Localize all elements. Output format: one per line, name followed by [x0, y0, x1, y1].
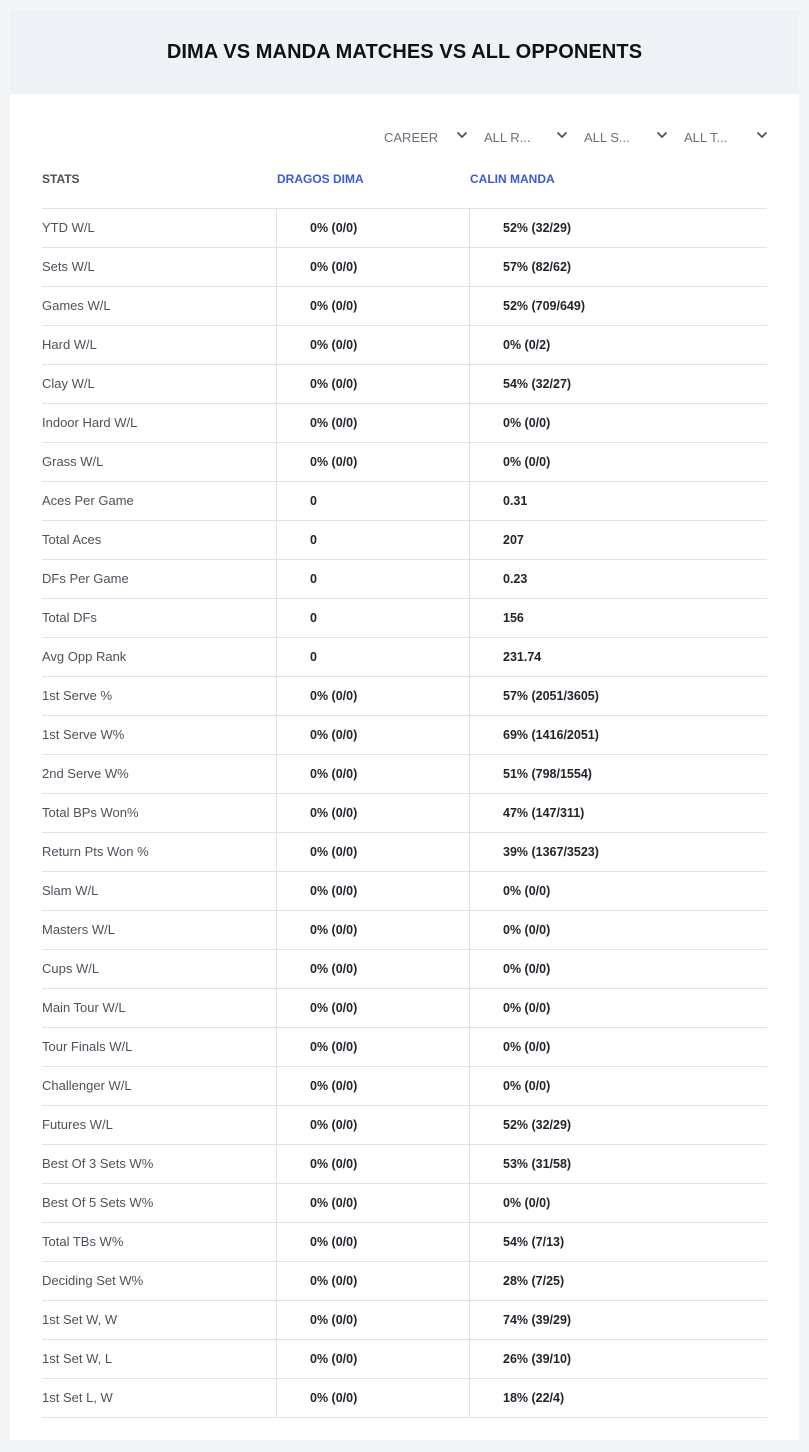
stat-label: Games W/L	[42, 298, 111, 313]
table-row	[42, 1067, 767, 1106]
player2-value: 231.74	[469, 638, 767, 676]
filter-surface-select[interactable]	[584, 126, 684, 148]
player1-value: 0% (0/0)	[276, 248, 468, 286]
player1-value: 0% (0/0)	[276, 716, 468, 754]
stat-label: Slam W/L	[42, 883, 99, 898]
filter-tournament-select[interactable]	[684, 126, 784, 148]
player1-value: 0% (0/0)	[276, 1028, 468, 1066]
stat-label: 1st Serve %	[42, 688, 113, 703]
table-row	[42, 1340, 767, 1379]
table-row	[42, 677, 767, 716]
table-row	[42, 560, 767, 599]
player1-value: 0% (0/0)	[276, 872, 468, 910]
player2-value: 0% (0/0)	[469, 1184, 767, 1222]
stat-label: Main Tour W/L	[42, 1000, 126, 1015]
stat-label: Tour Finals W/L	[42, 1039, 133, 1054]
player1-value: 0	[276, 599, 468, 637]
table-row	[42, 1262, 767, 1301]
stat-label: DFs Per Game	[42, 571, 129, 586]
player1-value: 0% (0/0)	[276, 911, 468, 949]
stat-label: 1st Set W, W	[42, 1312, 118, 1327]
player1-value: 0% (0/0)	[276, 404, 468, 442]
table-header	[42, 170, 767, 208]
stat-label: Best Of 5 Sets W%	[42, 1195, 154, 1210]
player2-value: 39% (1367/3523)	[469, 833, 767, 871]
table-row	[42, 365, 767, 404]
player1-value: 0% (0/0)	[276, 1262, 468, 1300]
stat-label: Total DFs	[42, 610, 97, 625]
player1-value: 0% (0/0)	[276, 1379, 468, 1417]
table-row	[42, 833, 767, 872]
stat-label: 1st Serve W%	[42, 727, 125, 742]
table-row	[42, 599, 767, 638]
stat-label: Deciding Set W%	[42, 1273, 144, 1288]
table-row	[42, 794, 767, 833]
player2-value: 52% (32/29)	[469, 1106, 767, 1144]
player2-value: 69% (1416/2051)	[469, 716, 767, 754]
filter-label: ALL R...	[484, 129, 531, 145]
table-row	[42, 1379, 767, 1418]
player1-value: 0% (0/0)	[276, 1301, 468, 1339]
player2-value: 57% (82/62)	[469, 248, 767, 286]
table-row	[42, 872, 767, 911]
player2-value: 54% (7/13)	[469, 1223, 767, 1261]
page-title: DIMA VS MANDA MATCHES VS ALL OPPONENTS	[166, 40, 643, 63]
table-row	[42, 1301, 767, 1340]
player1-value: 0% (0/0)	[276, 833, 468, 871]
player1-value: 0	[276, 521, 468, 559]
player2-value: 0% (0/0)	[469, 404, 767, 442]
player1-value: 0	[276, 560, 468, 598]
player2-value: 156	[469, 599, 767, 637]
table-row	[42, 989, 767, 1028]
player2-value: 54% (32/27)	[469, 365, 767, 403]
stat-label: 1st Set W, L	[42, 1351, 113, 1366]
stat-label: 2nd Serve W%	[42, 766, 129, 781]
player1-value: 0% (0/0)	[276, 1067, 468, 1105]
player1-value: 0% (0/0)	[276, 1145, 468, 1183]
player1-value: 0% (0/0)	[276, 1223, 468, 1261]
column-header-stats: STATS	[42, 172, 80, 186]
player2-value: 0% (0/0)	[469, 1028, 767, 1066]
card-header	[10, 10, 799, 94]
filter-label: ALL S...	[584, 129, 630, 145]
chevron-down-icon	[656, 129, 668, 141]
table-row	[42, 911, 767, 950]
stats-table	[42, 208, 767, 1418]
stat-label: Aces Per Game	[42, 493, 134, 508]
player2-value: 47% (147/311)	[469, 794, 767, 832]
player1-value: 0% (0/0)	[276, 1106, 468, 1144]
chevron-down-icon	[556, 129, 568, 141]
stat-label: Futures W/L	[42, 1117, 113, 1132]
table-row	[42, 404, 767, 443]
player2-value: 207	[469, 521, 767, 559]
player1-value: 0% (0/0)	[276, 1340, 468, 1378]
stat-label: Masters W/L	[42, 922, 115, 937]
stat-label: Total BPs Won%	[42, 805, 139, 820]
player1-value: 0% (0/0)	[276, 950, 468, 988]
player1-value: 0% (0/0)	[276, 365, 468, 403]
player1-value: 0% (0/0)	[276, 794, 468, 832]
table-row	[42, 287, 767, 326]
table-row	[42, 1028, 767, 1067]
table-row	[42, 248, 767, 287]
stat-label: Indoor Hard W/L	[42, 415, 138, 430]
filter-round-select[interactable]	[484, 126, 584, 148]
table-row	[42, 1145, 767, 1184]
player2-value: 0% (0/0)	[469, 950, 767, 988]
player2-value: 26% (39/10)	[469, 1340, 767, 1378]
table-row	[42, 326, 767, 365]
stat-label: Avg Opp Rank	[42, 649, 127, 664]
filter-label: ALL T...	[684, 129, 728, 145]
stat-label: Cups W/L	[42, 961, 100, 976]
player2-value: 0.23	[469, 560, 767, 598]
chevron-down-icon	[456, 129, 468, 141]
player2-value: 0% (0/0)	[469, 1067, 767, 1105]
stat-label: Best Of 3 Sets W%	[42, 1156, 154, 1171]
player1-value: 0% (0/0)	[276, 755, 468, 793]
player1-value: 0% (0/0)	[276, 209, 468, 247]
table-row	[42, 521, 767, 560]
stat-label: Total TBs W%	[42, 1234, 124, 1249]
stat-label: Return Pts Won %	[42, 844, 149, 859]
table-row	[42, 1106, 767, 1145]
stat-label: Total Aces	[42, 532, 102, 547]
player1-value: 0% (0/0)	[276, 287, 468, 325]
stat-label: Hard W/L	[42, 337, 97, 352]
stat-label: Grass W/L	[42, 454, 104, 469]
player1-value: 0% (0/0)	[276, 443, 468, 481]
table-row	[42, 482, 767, 521]
table-row	[42, 443, 767, 482]
stat-label: Challenger W/L	[42, 1078, 132, 1093]
filter-period-select[interactable]	[384, 126, 484, 148]
player2-value: 0% (0/0)	[469, 443, 767, 481]
player2-value: 0% (0/0)	[469, 872, 767, 910]
player2-value: 52% (32/29)	[469, 209, 767, 247]
table-row	[42, 716, 767, 755]
player1-value: 0% (0/0)	[276, 677, 468, 715]
filter-label: CAREER	[384, 129, 439, 145]
stat-label: Sets W/L	[42, 259, 95, 274]
chevron-down-icon	[756, 129, 768, 141]
player1-value: 0% (0/0)	[276, 1184, 468, 1222]
player2-value: 0% (0/2)	[469, 326, 767, 364]
table-row	[42, 950, 767, 989]
player2-value: 0% (0/0)	[469, 989, 767, 1027]
table-row	[42, 638, 767, 677]
player2-value: 0.31	[469, 482, 767, 520]
table-row	[42, 1184, 767, 1223]
table-row	[42, 209, 767, 248]
stat-label: Clay W/L	[42, 376, 95, 391]
player1-value: 0	[276, 482, 468, 520]
column-header-player1-link[interactable]: DRAGOS DIMA	[277, 172, 364, 186]
stat-label: 1st Set L, W	[42, 1390, 113, 1405]
filters-bar	[384, 126, 784, 148]
player2-value: 51% (798/1554)	[469, 755, 767, 793]
column-header-player2-link[interactable]: CALIN MANDA	[470, 172, 555, 186]
player2-value: 52% (709/649)	[469, 287, 767, 325]
table-row	[42, 1223, 767, 1262]
player2-value: 74% (39/29)	[469, 1301, 767, 1339]
stat-label: YTD W/L	[42, 220, 95, 235]
player1-value: 0% (0/0)	[276, 326, 468, 364]
player2-value: 28% (7/25)	[469, 1262, 767, 1300]
player1-value: 0% (0/0)	[276, 989, 468, 1027]
player1-value: 0	[276, 638, 468, 676]
player2-value: 57% (2051/3605)	[469, 677, 767, 715]
player2-value: 0% (0/0)	[469, 911, 767, 949]
table-row	[42, 755, 767, 794]
player2-value: 53% (31/58)	[469, 1145, 767, 1183]
player2-value: 18% (22/4)	[469, 1379, 767, 1417]
stats-card	[10, 10, 799, 1440]
